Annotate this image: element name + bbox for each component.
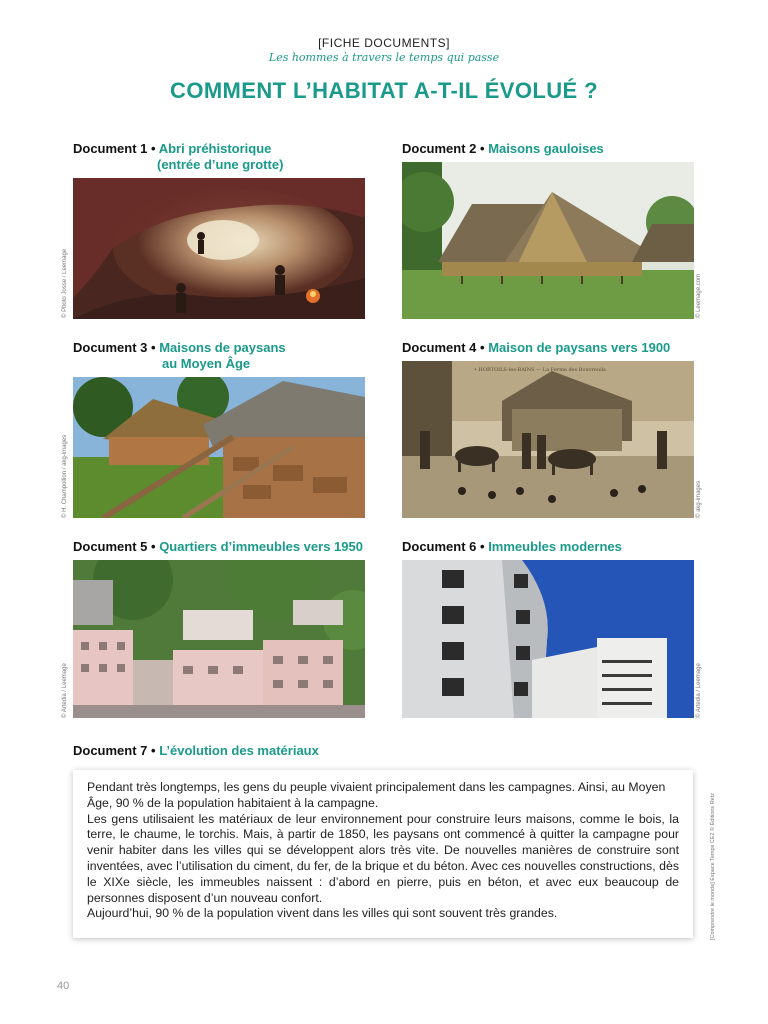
doc1-caption: Document 1 • Abri préhistorique (entrée d’une grotte) bbox=[73, 141, 284, 172]
paragraph-1: Pendant très longtemps, les gens du peuple vivaient principalement dans les campagnes. Ainsi, au Moyen Âge, 90 % de la population habitaient à la campagne. bbox=[87, 780, 666, 810]
page-header bbox=[0, 36, 768, 104]
doc5-credit: © Artedia / Leemage bbox=[62, 663, 68, 718]
doc7-caption: Document 7 • L’évolution des matériaux bbox=[73, 743, 319, 758]
doc6-caption: Document 6 • Immeubles modernes bbox=[402, 539, 622, 554]
sheet-subtitle: Les hommes à travers le temps qui passe bbox=[268, 51, 500, 64]
materials-text-box bbox=[73, 770, 693, 938]
doc1-cave-photo bbox=[73, 178, 365, 319]
doc2-credit: © Leemage.com bbox=[696, 273, 702, 318]
page-number: 40 bbox=[57, 980, 70, 992]
paragraph-3: Aujourd’hui, 90 % de la population vivent dans les villes qui sont souvent très grandes. bbox=[87, 906, 558, 921]
doc3-medieval-houses-photo bbox=[73, 377, 365, 518]
doc4-credit: © akg-images bbox=[696, 480, 702, 518]
doc6-credit: © Artedia / Leemage bbox=[696, 663, 702, 718]
doc2-caption: Document 2 • Maisons gauloises bbox=[402, 141, 604, 156]
paragraph-2: Les gens utilisaient les matériaux de leur environnement pour construire leurs maisons, comme le bois, la terre, le chaume, le torchis. Mais, à partir de 1850, les paysans ont commencé à quitter la campagne pour venir habiter dans les villes qui se développent alors très vite. De nouvelles manières de construire sont inventées, avec l’utilisation du ciment, du fer, de la brique et du béton. Avec ces nouvelles constructions, dès le XIXe siècle, les immeubles naissent : d’abord en pierre, puis en béton, et avec eux beaucoup de personnes disposent d’un nouveau confort. bbox=[87, 811, 679, 905]
doc5-1950-buildings-photo bbox=[73, 560, 365, 718]
doc3-credit: © H. Champollion / akg-images bbox=[62, 434, 68, 518]
doc2-gaulish-houses-photo bbox=[402, 162, 694, 319]
svg-text:• HORTOILS-les-BAINS — La Ferm: • HORTOILS-les-BAINS — La Ferme des Bouvreuils bbox=[474, 367, 606, 373]
side-publisher-credit: [Comprendre le monde] Espace Temps CE2 © Éditions Retz bbox=[710, 792, 716, 940]
doc4-farmhouse-1900-photo bbox=[402, 361, 694, 518]
doc6-modern-buildings-photo bbox=[402, 560, 694, 718]
doc3-caption: Document 3 • Maisons de paysans au Moyen Âge bbox=[73, 340, 286, 371]
doc4-caption: Document 4 • Maison de paysans vers 1900 bbox=[402, 340, 671, 355]
doc5-caption: Document 5 • Quartiers d’immeubles vers 1950 bbox=[73, 539, 363, 554]
doc1-credit: © Photo Josse / Leemage bbox=[62, 248, 68, 318]
sheet-kicker: [FICHE DOCUMENTS] bbox=[318, 36, 450, 50]
page-title: COMMENT L’HABITAT A-T-IL ÉVOLUÉ ? bbox=[170, 78, 598, 103]
